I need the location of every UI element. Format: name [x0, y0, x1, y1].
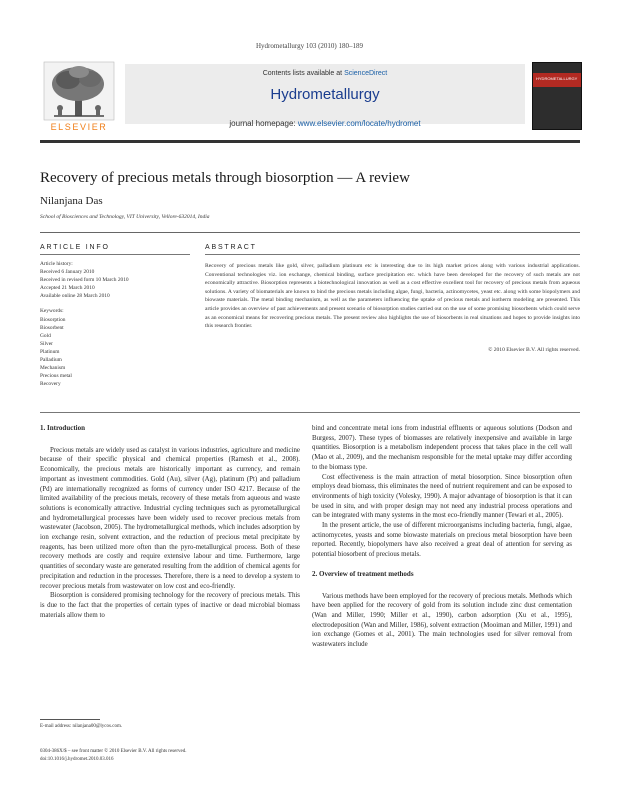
- keyword-item: Biosorbent: [40, 324, 64, 331]
- sciencedirect-link[interactable]: ScienceDirect: [344, 70, 388, 77]
- keyword-item: Precious metal: [40, 373, 72, 380]
- section-heading-overview: 2. Overview of treatment methods: [312, 569, 414, 578]
- history-item: Received 6 January 2010: [40, 269, 95, 276]
- body-paragraph: Various methods have been employed for the recovery of precious metals. Methods which have been applied for the recovery of gold from its solution include zinc dust cementation (Wan and Miller, 1990; Miller et al., 1990), carbon adsorption (Xu et al., 1995), electrodeposition (Wan and Miller, 1986), solvent extraction (Mooiman and Miller, 1991) and ion exchange (Gomes et al., 2001). The main technologies used for silver removal from wastewaters include: [312, 592, 572, 649]
- title-divider: [40, 232, 580, 233]
- history-label: Article history:: [40, 261, 73, 267]
- abstract-heading: ABSTRACT: [205, 244, 257, 251]
- journal-header: [40, 56, 580, 138]
- body-paragraph: Precious metals are widely used as catalyst in various industries, agriculture and medicine because of their specific physical and chemical properties (Ramesh et al., 2008). Economically, the precious metals are historically important as currency, and remain important as investment commodities. Gold (Au), silver (Ag), platinum (Pt) and palladium (Pd) are internationally recognized as forms of currency under ISO 4217. Because of the limited availability of the precious metals, recovery of these metals from aqueous and waste solutions is economically attractive. Industrial cycling techniques such as pyrometallurgical and hydrometallurgical processes have been widely used to recover precious metals from wastewater (Jacobson, 2005). The hydrometallurgical methods, which includes adsorption by ion exchange resin, solvent extraction, and the reduction of precious metal precipitate by reagents, has been utilized more often than the pyro-metallurgical process. Both of these recovery methods are costly and require extensive labour and time. Furthermore, large quantities of secondary waste are generated resulting from the addition of chemical agents for precipitation and reduction in the processes. Therefore, there is a need to develop a system to recover precious metals from wastewater on low cost and eco-friendly.: [40, 446, 300, 590]
- homepage-link[interactable]: www.elsevier.com/locate/hydromet: [297, 119, 421, 128]
- cover-title: HYDROMETALLURGY: [536, 76, 578, 81]
- keyword-item: Mechanism: [40, 365, 66, 372]
- publisher-name: ELSEVIER: [50, 122, 108, 132]
- keyword-item: Recovery: [40, 381, 61, 388]
- journal-citation: Hydrometallurgy 103 (2010) 180–189: [256, 42, 363, 50]
- article-title: Recovery of precious metals through biosorption — A review: [40, 170, 410, 186]
- homepage-prefix: journal homepage:: [229, 119, 298, 128]
- body-paragraph: Biosorption is considered promising technology for the recovery of precious metals. This is due to the fact that the properties of certain types of inactive or dead microbial biomass materials allow them to: [40, 592, 300, 619]
- header-divider: [40, 140, 580, 143]
- copyright-notice: © 2010 Elsevier B.V. All rights reserved.: [488, 347, 580, 353]
- body-paragraph: Cost effectiveness is the main attraction of metal biosorption. Since biosorption often employs dead biomass, this eliminates the need of nutrient requirement and can be exposed to environments of high toxicity (Volesky, 1990). A major advantage of biosorption is that it can be used in situ, and with proper design may not need any industrial process operations and can be integrated with many systems in the most eco-friendly manner (Tewari et al., 2005).: [312, 473, 572, 520]
- footnote-divider: [40, 719, 100, 720]
- article-history: [40, 260, 190, 300]
- history-item: Available online 28 March 2010: [40, 293, 110, 300]
- issn-line: 0304-386X/$ – see front matter © 2010 Elsevier B.V. All rights reserved.: [40, 749, 187, 754]
- doi-line: doi:10.1016/j.hydromet.2010.03.016: [40, 757, 114, 762]
- contents-availability: [125, 70, 525, 77]
- author-email-footnote: E-mail address: nilanjana00@lycos.com.: [40, 724, 123, 729]
- article-info-divider: [40, 254, 190, 255]
- author-affiliation: School of Biosciences and Technology, VIT University, Vellore-632014, India: [40, 214, 210, 220]
- keyword-item: Silver: [40, 340, 53, 347]
- keyword-item: Palladium: [40, 357, 62, 364]
- keywords-list: [40, 307, 190, 388]
- contents-prefix: Contents lists available at: [262, 70, 345, 77]
- history-item: Accepted 21 March 2010: [40, 285, 95, 292]
- history-item: Received in revised form 10 March 2010: [40, 277, 129, 284]
- abstract-text: Recovery of precious metals like gold, silver, palladium platinum etc is interesting due to its high market prices along with various industrial applications. Conventional technologies viz. ion exchange, chemical binding, surface precipitation etc. which have been developed for the recovery of such metals are not economically attractive. Biosorption represents a biotechnological innovation as well as a cost effective excellent tool for recovery of precious metals from aqueous solutions. A variety of biomaterials are known to bind the precious metals including algae, fungi, bacteria, actinomycetes, yeast etc. along with some biopolymers and biowaste materials. The metal binding mechanism, as well as the parameters influencing the uptake of precious metals and isotherm modeling are presented. This article provides an overview of past achievements and present scenario of biosorption studies carried out on the use of some promising biosorbents which could serve as an economical means for recovering precious metals. The present review also highlights the use of biosorbents in real situations and hopes to provide insights into this research frontier.: [205, 263, 580, 330]
- journal-homepage: [125, 119, 525, 128]
- article-author: Nilanjana Das: [40, 195, 103, 207]
- section-heading-introduction: 1. Introduction: [40, 424, 85, 432]
- publication-meta: [40, 748, 186, 764]
- article-info-panel: [40, 260, 190, 395]
- keywords-label: Keywords:: [40, 308, 64, 315]
- body-column-right: [312, 424, 572, 650]
- body-column-left: [40, 424, 300, 620]
- article-info-heading: ARTICLE INFO: [40, 244, 110, 251]
- abstract-divider: [205, 254, 580, 255]
- body-paragraph: bind and concentrate metal ions from industrial effluents or aqueous solutions (Dodson and Burgess, 2007). These types of biomasses are relatively inexpensive and available in large quantities. Biosorption is a metabolism independent process that takes place in the cell wall (Mao et al., 2009), and the mechanism responsible for the metal uptake may differ according to the biomass type.: [312, 425, 572, 471]
- body-paragraph: In the present article, the use of different microorganisms including bacteria, fungi, algae, actinomycetes, yeasts and some biowaste materials on precious metal biosorption have been reported. Recently, biopolymers have also received a great deal of attention for serving as potential biosorbent of precious metals.: [312, 522, 572, 559]
- keyword-item: Gold: [40, 332, 51, 339]
- journal-cover-thumbnail: [532, 62, 582, 130]
- front-matter-divider: [40, 412, 580, 413]
- keyword-item: Platinum: [40, 348, 60, 355]
- keyword-item: Biosorption: [40, 316, 66, 323]
- journal-name: Hydrometallurgy: [270, 86, 380, 103]
